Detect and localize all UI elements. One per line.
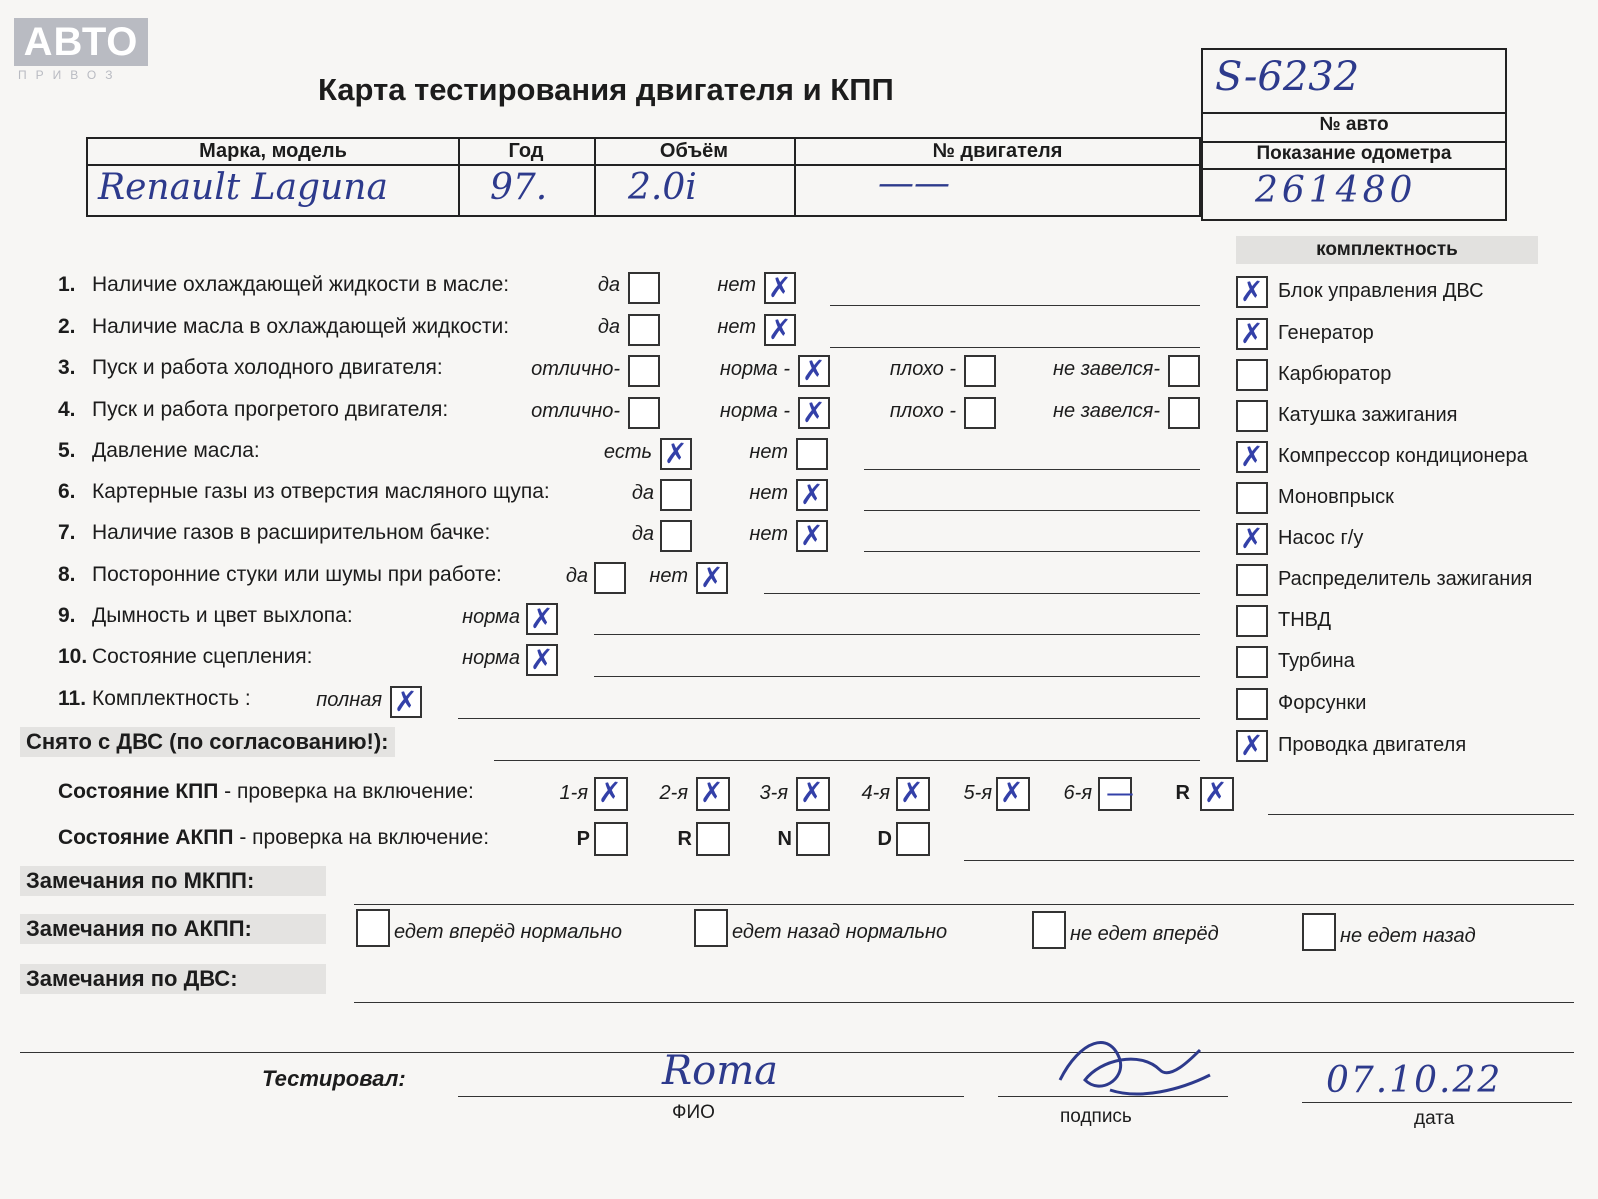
q2-net-checkbox[interactable] (764, 314, 796, 346)
akpp-back-ok-checkbox[interactable] (694, 909, 728, 947)
q4-nostart-checkbox[interactable] (1168, 397, 1200, 429)
q3-excellent-checkbox[interactable] (628, 355, 660, 387)
check-mark-icon: ✗ (768, 271, 792, 304)
fio-line (458, 1096, 964, 1097)
gear-3-label: 3-я (759, 782, 788, 804)
kompl-generator-checkbox[interactable] (1236, 318, 1268, 350)
remarks-dvs-line (354, 1002, 1574, 1003)
check-mark-icon: ✗ (1240, 522, 1264, 555)
q1-opt-net: нет (717, 274, 756, 296)
akpp-r-checkbox[interactable] (696, 822, 730, 856)
q2-opt-da: да (597, 316, 620, 338)
check-mark-icon: ✗ (530, 602, 554, 635)
q5-opt-no: нет (749, 441, 788, 463)
q1-opt-da: да (597, 274, 620, 296)
akpp-forward-ok-checkbox[interactable] (356, 909, 390, 947)
gear-1-checkbox[interactable] (594, 777, 628, 811)
check-mark-icon: ✗ (1240, 729, 1264, 762)
akpp-n-checkbox[interactable] (796, 822, 830, 856)
q3-nostart-checkbox[interactable] (1168, 355, 1200, 387)
gear-2-label: 2-я (659, 782, 688, 804)
kompl-injectors-checkbox[interactable] (1236, 688, 1268, 720)
q11: 11. Комплектность : (58, 687, 251, 710)
gear-6-checkbox[interactable] (1098, 777, 1132, 811)
kompl-ecu-label: Блок управления ДВС (1278, 280, 1484, 302)
odometer-label: Показание одометра (1256, 143, 1452, 164)
kompl-turbo-checkbox[interactable] (1236, 646, 1268, 678)
check-mark-icon: ✗ (800, 776, 824, 809)
q9-line (594, 634, 1200, 635)
akpp-p-label: P (576, 828, 590, 850)
check-mark-icon: ✗ (768, 313, 792, 346)
q7-line (864, 551, 1200, 552)
kpp-line (1268, 814, 1574, 815)
check-mark-icon: ✗ (900, 776, 924, 809)
q8-da-checkbox[interactable] (594, 562, 626, 594)
volume-value: 2.0i (628, 167, 697, 208)
kompl-ecu-checkbox[interactable] (1236, 276, 1268, 308)
akpp-d-label: D (877, 828, 892, 850)
q6-net-checkbox[interactable] (796, 479, 828, 511)
q2-da-checkbox[interactable] (628, 314, 660, 346)
gear-6-label: 6-я (1063, 782, 1092, 804)
q9-opt-normal: норма (462, 606, 520, 628)
q10-normal-checkbox[interactable] (526, 644, 558, 676)
model-value: Renault Laguna (98, 167, 388, 208)
q6: 6. Картерные газы из отверстия масляного щупа: (58, 480, 550, 503)
q3: 3. Пуск и работа холодного двигателя: (58, 356, 443, 379)
q5-opt-yes: есть (603, 441, 652, 463)
odometer-value: 261480 (1255, 170, 1417, 211)
q2: 2. Наличие масла в охлаждающей жидкости: (58, 315, 510, 338)
gear-3-checkbox[interactable] (796, 777, 830, 811)
gear-2-checkbox[interactable] (696, 777, 730, 811)
q4-opt-excellent: отлично- (531, 400, 620, 422)
akpp-n-label: N (777, 828, 792, 850)
page-title: Карта тестирования двигателя и КПП (318, 72, 894, 107)
check-mark-icon: — (1106, 776, 1134, 809)
remarks-akpp: Замечания по АКПП: (20, 914, 326, 944)
q10-line (594, 676, 1200, 677)
gear-r-checkbox[interactable] (1200, 777, 1234, 811)
gear-5-label: 5-я (963, 782, 992, 804)
akpp-no-forward-label: не едет вперёд (1070, 923, 1219, 945)
check-mark-icon: ✗ (598, 776, 622, 809)
kompl-generator-label: Генератор (1278, 322, 1374, 344)
q3-opt-bad: плохо - (889, 358, 956, 380)
q8-opt-da: да (565, 565, 588, 587)
kompl-turbo-label: Турбина (1278, 650, 1355, 672)
kompl-carb-checkbox[interactable] (1236, 359, 1268, 391)
remarks-extra-line (20, 1052, 1574, 1053)
akpp-r-label: R (677, 828, 692, 850)
check-mark-icon: ✗ (394, 685, 418, 718)
q4: 4. Пуск и работа прогретого двигателя: (58, 398, 449, 421)
check-mark-icon: ✗ (530, 643, 554, 676)
removed-label: Снято с ДВС (по согласованию!): (20, 727, 395, 757)
gear-1-label: 1-я (559, 782, 588, 804)
q7-opt-net: нет (749, 523, 788, 545)
kompl-wiring-label: Проводка двигателя (1278, 734, 1467, 756)
q11-line (458, 718, 1200, 719)
check-mark-icon: ✗ (802, 396, 826, 429)
check-mark-icon: ✗ (1240, 317, 1264, 350)
kompl-carb-label: Карбюратор (1278, 363, 1392, 385)
gear-4-label: 4-я (861, 782, 890, 804)
kompl-mono-checkbox[interactable] (1236, 482, 1268, 514)
col-model: Марка, модель (199, 140, 347, 162)
q7-net-checkbox[interactable] (796, 520, 828, 552)
kpp-label: Состояние КПП - проверка на включение: (58, 780, 474, 803)
q3-opt-nostart: не завелся- (1053, 358, 1160, 380)
akpp-no-forward-checkbox[interactable] (1032, 911, 1066, 949)
fio-label: ФИО (672, 1102, 715, 1123)
check-mark-icon: ✗ (1240, 440, 1264, 473)
date-line (1302, 1102, 1572, 1103)
kompl-tnvd-label: ТНВД (1278, 609, 1332, 631)
kompl-coil-label: Катушка зажигания (1278, 404, 1458, 426)
akpp-d-checkbox[interactable] (896, 822, 930, 856)
q8-net-checkbox[interactable] (696, 562, 728, 594)
remarks-mkpp: Замечания по МКПП: (20, 866, 326, 896)
q7: 7. Наличие газов в расширительном бачке: (58, 521, 491, 544)
check-mark-icon: ✗ (800, 519, 824, 552)
gear-5-checkbox[interactable] (996, 777, 1030, 811)
q5-no-checkbox[interactable] (796, 438, 828, 470)
q6-line (864, 510, 1200, 511)
remarks-mkpp-line (354, 904, 1574, 905)
q8-line (764, 593, 1200, 594)
check-mark-icon: ✗ (802, 354, 826, 387)
kompl-ac-label: Компрессор кондиционера (1278, 445, 1528, 467)
col-year: Год (508, 140, 544, 162)
q4-excellent-checkbox[interactable] (628, 397, 660, 429)
check-mark-icon: ✗ (700, 776, 724, 809)
q10-opt-normal: норма (462, 647, 520, 669)
q11-full-checkbox[interactable] (390, 686, 422, 718)
year-value: 97. (490, 167, 548, 208)
q3-bad-checkbox[interactable] (964, 355, 996, 387)
fio-value: Roma (662, 1048, 778, 1094)
akpp-back-ok-label: едет назад нормально (732, 921, 948, 943)
q4-opt-bad: плохо - (889, 400, 956, 422)
q6-opt-da: да (631, 482, 654, 504)
kompl-pump-checkbox[interactable] (1236, 523, 1268, 555)
q1-da-checkbox[interactable] (628, 272, 660, 304)
kompl-pump-label: Насос г/у (1278, 527, 1364, 549)
check-mark-icon: ✗ (800, 478, 824, 511)
akpp-line (964, 860, 1574, 861)
kompl-coil-checkbox[interactable] (1236, 400, 1268, 432)
akpp-no-back-label: не едет назад (1340, 925, 1476, 947)
q7-da-checkbox[interactable] (660, 520, 692, 552)
q9: 9. Дымность и цвет выхлопа: (58, 604, 353, 627)
gear-4-checkbox[interactable] (896, 777, 930, 811)
akpp-forward-ok-label: едет вперёд нормально (394, 921, 623, 943)
kompl-ac-checkbox[interactable] (1236, 441, 1268, 473)
q1-net-checkbox[interactable] (764, 272, 796, 304)
logo: АВТО (14, 18, 148, 66)
q9-normal-checkbox[interactable] (526, 603, 558, 635)
vehicle-table (86, 137, 1201, 217)
q4-bad-checkbox[interactable] (964, 397, 996, 429)
q4-opt-normal: норма - (719, 400, 790, 422)
logo-sub: ПРИВОЗ (18, 68, 122, 82)
auto-no-value: S-6232 (1215, 54, 1360, 100)
kompl-injectors-label: Форсунки (1278, 692, 1367, 714)
auto-box (1201, 48, 1507, 221)
q11-opt-full: полная (316, 689, 382, 711)
q5: 5. Давление масла: (58, 439, 260, 462)
q8: 8. Посторонние стуки или шумы при работе: (58, 563, 502, 586)
q1: 1. Наличие охлаждающей жидкости в масле: (58, 273, 510, 296)
check-mark-icon: ✗ (700, 561, 724, 594)
q3-normal-checkbox[interactable] (798, 355, 830, 387)
q1-line (830, 305, 1200, 306)
q5-yes-checkbox[interactable] (660, 438, 692, 470)
kompl-wiring-checkbox[interactable] (1236, 730, 1268, 762)
q5-line (864, 469, 1200, 470)
q2-opt-net: нет (717, 316, 756, 338)
akpp-no-back-checkbox[interactable] (1302, 913, 1336, 951)
engine-no-value: —— (878, 163, 950, 204)
q4-opt-nostart: не завелся- (1053, 400, 1160, 422)
q2-line (830, 347, 1200, 348)
kompl-distributor-label: Распределитель зажигания (1278, 568, 1533, 590)
q10: 10. Состояние сцепления: (58, 645, 313, 668)
gear-r-label: R (1175, 782, 1190, 804)
akpp-label: Состояние АКПП - проверка на включение: (58, 826, 490, 849)
q4-normal-checkbox[interactable] (798, 397, 830, 429)
check-mark-icon: ✗ (1000, 776, 1024, 809)
q3-opt-normal: норма - (719, 358, 790, 380)
check-mark-icon: ✗ (1204, 776, 1228, 809)
date-label: дата (1414, 1108, 1455, 1129)
sign-line (998, 1096, 1228, 1097)
date-value: 07.10.22 (1326, 1060, 1503, 1101)
q3-opt-excellent: отлично- (531, 358, 620, 380)
kompl-tnvd-checkbox[interactable] (1236, 605, 1268, 637)
kompl-header: комплектность (1236, 236, 1538, 264)
check-mark-icon: ✗ (664, 437, 688, 470)
q7-opt-da: да (631, 523, 654, 545)
sign-label: подпись (1060, 1106, 1132, 1127)
kompl-distributor-checkbox[interactable] (1236, 564, 1268, 596)
q6-opt-net: нет (749, 482, 788, 504)
tested-label: Тестировал: (262, 1066, 406, 1091)
removed-line (494, 760, 1200, 761)
col-volume: Объём (659, 140, 729, 162)
akpp-p-checkbox[interactable] (594, 822, 628, 856)
remarks-dvs: Замечания по ДВС: (20, 964, 326, 994)
col-engine-no: № двигателя (932, 140, 1063, 162)
q6-da-checkbox[interactable] (660, 479, 692, 511)
auto-no-label: № авто (1319, 114, 1389, 135)
q8-opt-net: нет (649, 565, 688, 587)
check-mark-icon: ✗ (1240, 275, 1264, 308)
kompl-mono-label: Моновпрыск (1278, 486, 1394, 508)
